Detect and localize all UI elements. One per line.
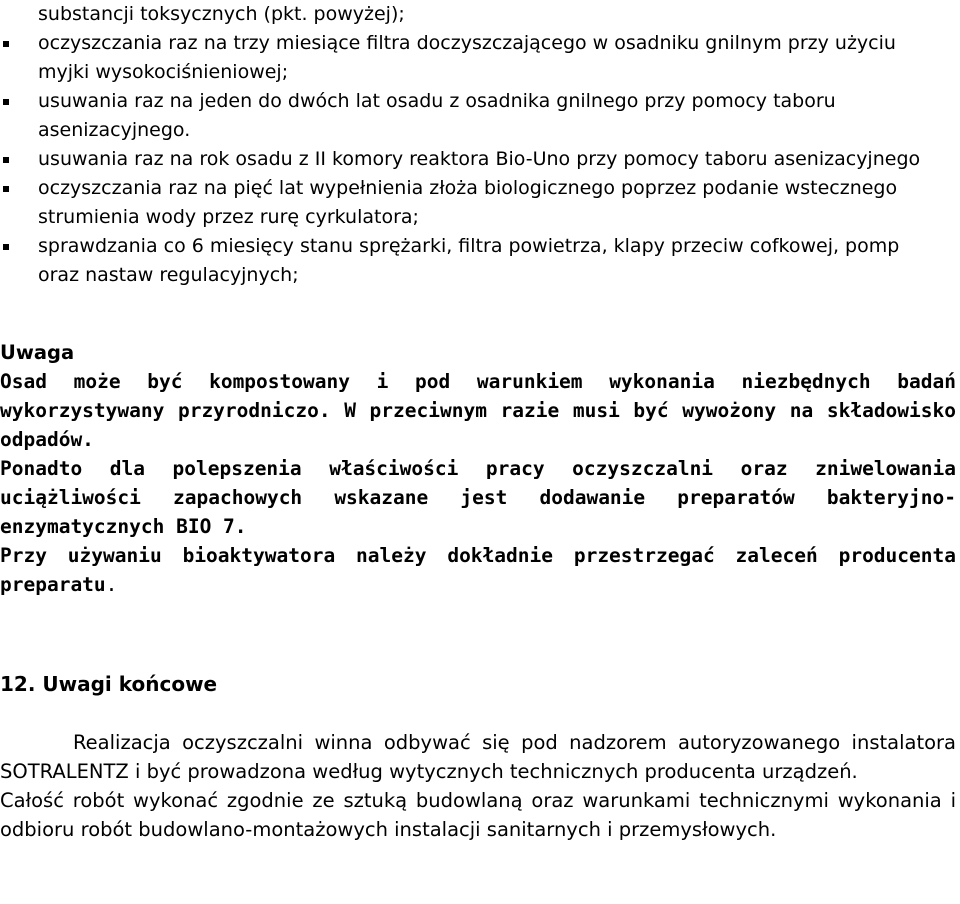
closing-section <box>0 728 956 844</box>
section-heading: 12. Uwagi końcowe <box>0 672 218 696</box>
list-item-text: usuwania raz na rok osadu z II komory reaktora Bio-Uno przy pomocy taboru asenizacyjnego <box>38 148 921 170</box>
maintenance-list <box>0 29 960 290</box>
list-item-text: oczyszczania raz na pięć lat wypełnienia złoża biologicznego poprzez podanie wstecznego strumienia wody przez rurę cyrkulatora; <box>38 177 898 228</box>
closing-paragraph-supervision: Realizacja oczyszczalni winna odbywać się pod nadzorem autoryzowanego instalatora SOTRALENTZ i być prowadzona według wytycznych technicznych producenta urządzeń. <box>0 731 956 783</box>
continuation-text: substancji toksycznych (pkt. powyżej); <box>38 3 405 25</box>
note-block <box>0 338 956 599</box>
square-bullet-icon <box>3 41 9 47</box>
list-item-text: oczyszczania raz na trzy miesiące filtra doczyszczającego w osadniku gnilnym przy użyciu myjki wysokociśnieniowej; <box>38 32 896 83</box>
square-bullet-icon <box>3 186 9 192</box>
note-paragraph-bioactivator-period: . <box>105 573 118 596</box>
list-item <box>0 145 960 174</box>
note-title: Uwaga <box>0 341 75 364</box>
square-bullet-icon <box>3 244 9 250</box>
note-paragraph-bacteria: Ponadto dla polepszenia właściwości pracy oczyszczalni oraz zniwelowania uciążliwości zapachowych wskazane jest dodawanie preparatów bakteryjno-enzymatycznych BIO 7. <box>0 457 956 538</box>
note-paragraph-bioactivator <box>0 541 956 599</box>
square-bullet-icon <box>3 99 9 105</box>
closing-paragraph-workmanship: Całość robót wykonać zgodnie ze sztuką budowlaną oraz warunkami technicznymi wykonania i odbioru robót budowlano-montażowych instalacji sanitarnych i przemysłowych. <box>0 789 956 841</box>
list-item-text: sprawdzania co 6 miesięcy stanu sprężarki, filtra powietrza, klapy przeciw cofkowej, pomp oraz nastaw regulacyjnych; <box>38 235 900 286</box>
list-item <box>0 174 960 232</box>
square-bullet-icon <box>3 157 9 163</box>
note-paragraph-bioactivator-text: Przy używaniu bioaktywatora należy dokładnie przestrzegać zaleceń producenta preparatu <box>0 544 956 596</box>
note-paragraph-compost: Osad może być kompostowany i pod warunkiem wykonania niezbędnych badań wykorzystywany przyrodniczo. W przeciwnym razie musi być wywożony na składowisko odpadów. <box>0 370 956 451</box>
list-item <box>0 87 960 145</box>
list-item <box>0 232 960 290</box>
list-item <box>0 29 960 87</box>
list-item-text: usuwania raz na jeden do dwóch lat osadu z osadnika gnilnego przy pomocy taboru asenizacyjnego. <box>38 90 836 141</box>
